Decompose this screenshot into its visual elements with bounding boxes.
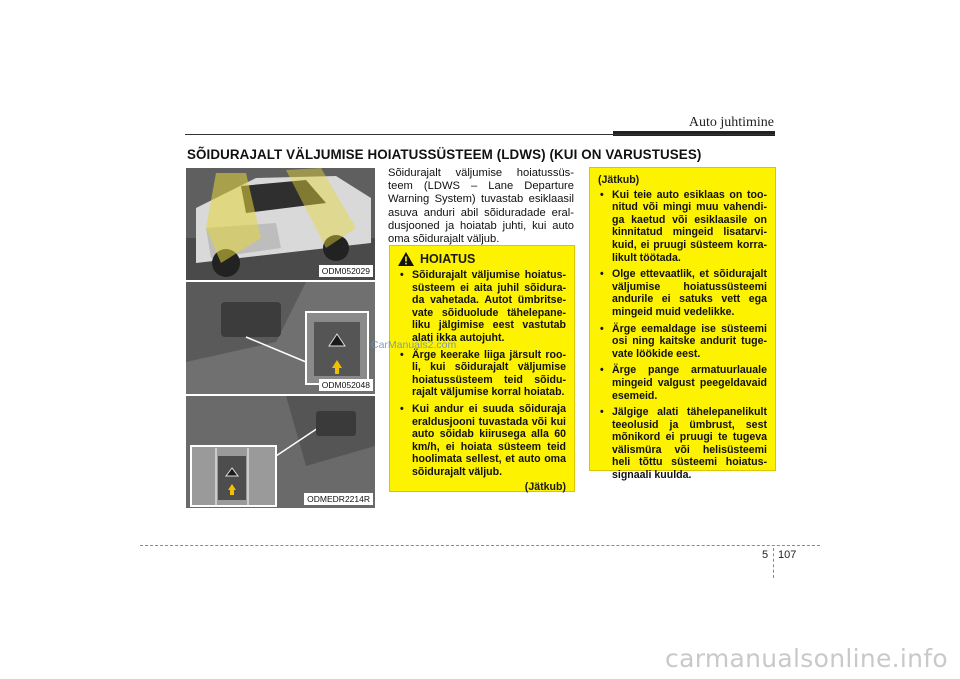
photo-code: ODM052048 <box>319 379 373 391</box>
watermark-link[interactable]: carmanualsonline.info <box>665 644 948 673</box>
continues-label: (Jätkub) <box>524 480 566 493</box>
warning-triangle-icon <box>398 252 414 266</box>
list-item: • Kui teie auto esiklaas on too-nitud või mingi muu vahendi-ga kaetud või esiklaasile on kinnitatud mingeid lisatarvi-kuid, ei pruugi süsteem korra-likult töötada. <box>598 189 767 265</box>
list-item: • Ärge eemaldage ise süsteemi osi ning kaitske andurit tuge-vate löökide eest. <box>598 323 767 361</box>
footer-divider <box>140 545 820 546</box>
warning-title-text: HOIATUS <box>420 252 476 266</box>
continued-warning-box <box>589 167 776 482</box>
list-item: • Ärge keerake liiga järsult roo-li, kui sõidurajalt väljumise hoiatussüsteem teid sõidu-rajalt väljumise korral hoiatab. <box>398 349 566 399</box>
page-number: 107 <box>778 549 797 561</box>
section-title: SÕIDURAJALT VÄLJUMISE HOIATUSSÜSTEEM (LDWS) (KUI ON VARUSTUSES) <box>187 147 702 162</box>
chapter-number: 5 <box>762 549 769 561</box>
intro-paragraph: Sõidurajalt väljumise hoiatussüs-teem (LDWS – Lane Departure Warning System) tuvastab esiklaasil asuva anduri abil sõiduradade eral-dusjooned ja hoiatab juhti, kui auto oma sõidurajalt väljub. <box>388 167 574 246</box>
warning-list <box>398 269 566 479</box>
header-rule <box>185 134 775 135</box>
header-title: Auto juhtimine <box>688 115 774 130</box>
list-item: • Olge ettevaatlik, et sõidurajalt väljumise hoiatussüsteemi andurile ei satuks vett ega mingeid muid vedelikke. <box>598 268 767 318</box>
list-item: • Kui andur ei suuda sõiduraja eraldusjooni tuvastada või kui auto sõidab kiirusega alla 60 km/h, ei hoiata süsteem teid hoolimata sellest, et auto oma sõidurajalt väljub. <box>398 403 566 479</box>
warning-box <box>389 245 575 492</box>
footer-vertical-divider <box>773 548 774 578</box>
warning-title <box>398 252 566 266</box>
list-item: • Sõidurajalt väljumise hoiatus-süsteem ei aita juhil sõidura-da vahetada. Autot ümbritse-vate sõiduolude tähelepane-liku jälgimise eest vastutab alati ikka autojuht. <box>398 269 566 345</box>
list-item: • Jälgige alati tähelepanelikult teeolusid ja ümbrust, sest mõnikord ei pruugi te tugeva välismüra või helisüsteemi heli tõttu süsteemi hoiatus-signaali kuulda. <box>598 406 767 482</box>
continued-label: (Jätkub) <box>598 174 640 186</box>
photo-code: ODM052029 <box>319 265 373 277</box>
photo-code: ODMEDR2214R <box>304 493 373 505</box>
dashboard-switch-alt-photo <box>186 396 375 508</box>
watermark-mid: CarManuals2.com <box>371 339 457 351</box>
car-exterior-photo <box>186 168 375 280</box>
continued-list <box>598 189 767 482</box>
list-item: • Ärge pange armatuurlauale mingeid valgust peegeldavaid esemeid. <box>598 364 767 402</box>
dashboard-switch-photo <box>186 282 375 394</box>
